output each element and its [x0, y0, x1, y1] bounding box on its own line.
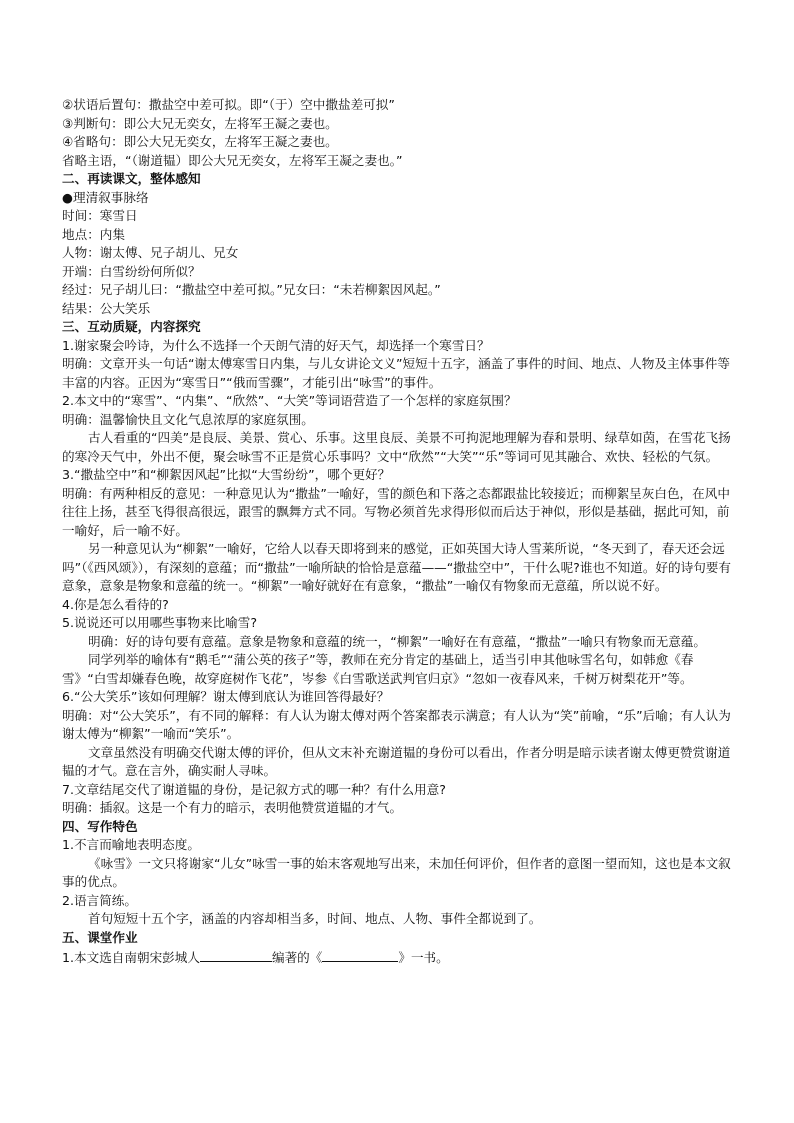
question: 2.本文中的“寒雪”、“内集”、“欣然”、“大笑”等词语营造了一个怎样的家庭氛围？ — [62, 393, 517, 408]
section-heading: 五、课堂作业 — [62, 929, 138, 945]
answer: 明确：有两种相反的意见：一种意见认为“撒盐”一喻好，雪的颜色和下落之态都跟盐比较接近；而柳絮呈灰白色，在风中往往上扬，甚至飞得很高很远，跟雪的飘舞方式不同。写物必须首先求得形似而后达于神似，形似是基础，据此可知，前一喻好，后一喻不好。 — [62, 485, 730, 538]
answer: 明确：对“公大笑乐”，有不同的解释：有人认为谢太傅对两个答案都表示满意；有人认为“笑”前喻，“乐”后喻；有人认为谢太傅为“柳絮”一喻而“笑乐”。 — [62, 707, 731, 741]
question: 6.“公大笑乐”该如何理解？谢太傅到底认为谁回答得最好？ — [62, 689, 390, 704]
text-line: 结果：公大笑乐 — [62, 300, 151, 316]
paragraph: 《咏雪》一文只将谢家“儿女”咏雪一事的始末客观地写出来，未加任何评价，但作者的意图一望而知，这也是本文叙事的优点。 — [62, 855, 731, 889]
paragraph: 同学列举的喻体有“鹅毛”“蒲公英的孩子”等，教师在充分肯定的基础上，适当引申其他咏雪名句，如韩愈《春雪》“白雪却嫌春色晚，故穿庭树作飞花”，岑参《白雪歌送武判官归京》“忽如一夜春风来，千树万树梨花开”等。 — [62, 652, 694, 686]
paragraph: 古人看重的“四美”是良辰、美景、赏心、乐事。这里良辰、美景不可拘泥地理解为春和景明、绿草如茵，在雪花飞扬的寒冷天气中，外出不便，聚会咏雪不正是赏心乐事吗？文中“欣然”“大笑”“乐”等词可见其融合、欢快、轻松的气氛。 — [62, 430, 731, 464]
text-line: 开端：白雪纷纷何所似？ — [62, 263, 201, 279]
paragraph: 首句短短十五个字，涵盖的内容却相当多，时间、地点、人物、事件全都说到了。 — [88, 911, 542, 926]
answer: 明确：好的诗句要有意蕴。意象是物象和意蕴的统一，“柳絮”一喻好在有意蕴，“撒盐”一喻只有物象而无意蕴。 — [88, 633, 707, 649]
text-line: 人物：谢太傅、兄子胡儿、兄女 — [62, 245, 239, 260]
paragraph: 另一种意见认为“柳絮”一喻好，它给人以春天即将到来的感觉，正如英国大诗人雪莱所说，“冬天到了，春天还会远吗”（《西风颂》），有深刻的意蕴；而“撒盐”一喻所缺的恰恰是意蕴——“撒盐空中”，干什么呢?谁也不知道。好的诗句要有意象，意象是物象和意蕴的统一。“柳絮”一喻好就好在有意象，“撒盐”一喻仅有物象而无意蕴，所以说不好。 — [62, 541, 731, 593]
text-line: 2.语言简练。 — [62, 892, 137, 908]
text-line: 经过：兄子胡儿曰：“撒盐空中差可拟。”兄女曰：“未若柳絮因风起。” — [62, 282, 441, 297]
question: 1.谢家聚会吟诗，为什么不选择一个天朗气清的好天气，却选择一个寒雪日？ — [62, 337, 490, 353]
text-line: 地点：内集 — [62, 226, 125, 242]
answer: 明确：插叙。这是一个有力的暗示，表明他赞赏道韫的才气。 — [62, 800, 403, 815]
answer: 明确：文章开头一句话“谢太傅寒雪日内集，与儿女讲论文义”短短十五字，涵盖了事件的时间、地点、人物及主体事件等丰富的内容。正因为“寒雪日”“俄而雪骤”，才能引出“咏雪”的事件。 — [62, 356, 730, 390]
text-line: 省略主语，“（谢道韫）即公大兄无奕女，左将军王凝之妻也。” — [62, 152, 403, 168]
section-heading: 三、互动质疑，内容探究 — [62, 319, 201, 334]
bullet-heading: ●理清叙事脉络 — [62, 189, 149, 205]
answer: 明确：温馨愉快且文化气息浓厚的家庭氛围。 — [62, 411, 314, 427]
exercise-line — [62, 947, 734, 968]
text-line: 1.不言而喻地表明态度。 — [62, 837, 200, 852]
question: 7.文章结尾交代了谢道韫的身份，是记叙方式的哪一种？有什么用意? — [62, 781, 446, 797]
section-heading: 四、写作特色 — [62, 818, 138, 834]
question: 3.“撒盐空中”和“柳絮因风起”比拟“大雪纷纷”，哪个更好？ — [62, 467, 391, 482]
answer-blank[interactable] — [200, 947, 272, 962]
section-heading: 二、再读课文，整体感知 — [62, 171, 201, 186]
text-line: ④省略句：即公大兄无奕女，左将军王凝之妻也。 — [62, 134, 338, 149]
text-line: ②状语后置句：撒盐空中差可拟。即“（于）空中撒盐差可拟” — [62, 97, 395, 112]
exercise-prefix: 1.本文选自南朝宋彭城人 — [62, 950, 200, 965]
exercise-suffix: 》一书。 — [398, 950, 449, 965]
question: 4.你是怎么看待的? — [62, 596, 169, 612]
text-line: ③判断句：即公大兄无奕女，左将军王凝之妻也。 — [62, 115, 338, 131]
paragraph: 文章虽然没有明确交代谢太傅的评价，但从文末补充谢道韫的身份可以看出，作者分明是暗示读者谢太傅更赞赏谢道韫的才气。意在言外，确实耐人寻味。 — [62, 744, 731, 778]
document-page — [62, 96, 734, 968]
exercise-middle: 编著的《 — [271, 950, 323, 965]
text-line: 时间：寒雪日 — [62, 208, 138, 223]
answer-blank[interactable] — [322, 947, 398, 962]
question: 5.说说还可以用哪些事物来比喻雪? — [62, 615, 258, 630]
